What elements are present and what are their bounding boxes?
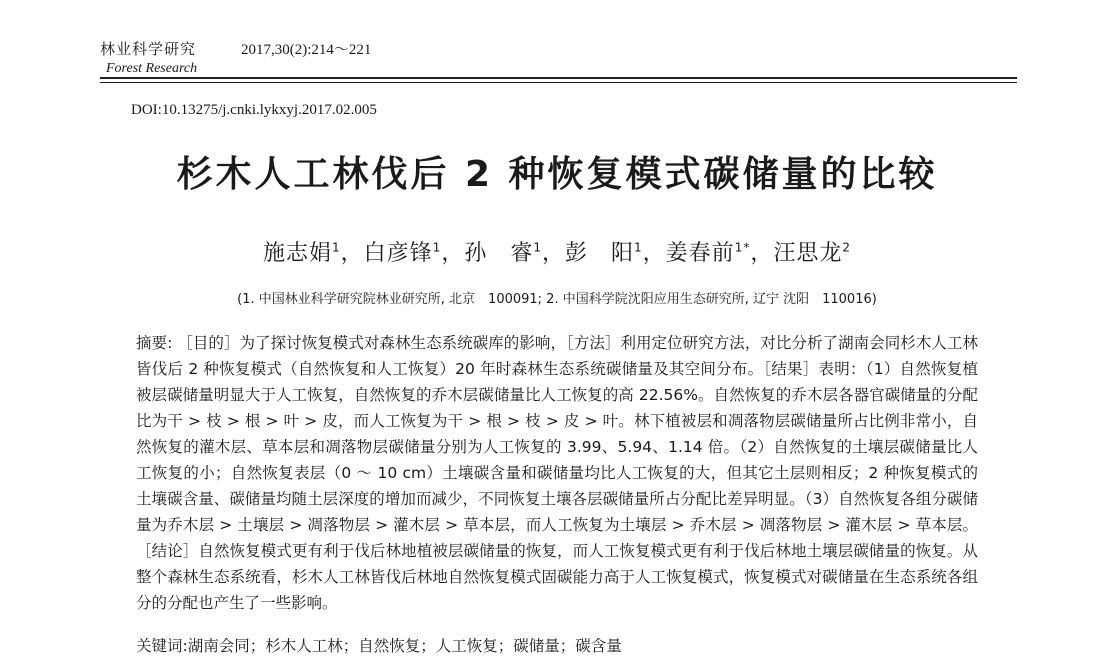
abstract-text: ［目的］为了探讨恢复模式对森林生态系统碳库的影响，［方法］利用定位研究方法，对比分析了湖南会同杉木人工林皆伐后 2 种恢复模式（自然恢复和人工恢复）20 年时森林生态系统碳储量及其空间分布。［结果］表明：（1）自然恢复植被层碳储量明显大于人工恢复，自然恢复的乔木层碳储量比人工恢复的高 22.56%。自然恢复的乔木层各器官碳储量的分配比为干 > 枝 > 根 > 叶 > 皮，而人工恢复为干 > 根 > 枝 > 皮 > 叶。林下植被层和凋落物层碳储量所占比例非常小，自然恢复的灌木层、草本层和凋落物层碳储量分别为人工恢复的 3.99、5.94、1.14 倍。（2）自然恢复的土壤层碳储量比人工恢复的小；自然恢复表层（0 ～ 10 cm）土壤碳含量和碳储量均比人工恢复的大，但其它土层则相反；2 种恢复模式的土壤碳含量、碳储量均随土层深度的增加而减少，不同恢复土壤各层碳储量所占分配比差异明显。（3）自然恢复各组分碳储量为乔木层 > 土壤层 > 凋落物层 > 灌木层 > 草本层，而人工恢复为土壤层 > 乔木层 > 凋落物层 > 灌木层 > 草本层。［结论］自然恢复模式更有利于伐后林地植被层碳储量的恢复，而人工恢复模式更有利于伐后林地土壤层碳储量的恢复。从整个森林生态系统看，杉木人工林皆伐后林地自然恢复模式固碳能力高于人工恢复模式，恢复模式对碳储量在生态系统各组分的分配也产生了一些影响。	[136, 334, 978, 612]
header-rule-thick	[100, 77, 1017, 79]
keywords	[136, 633, 978, 659]
abstract-label: 摘要:	[136, 334, 173, 352]
affiliations: (1. 中国林业科学研究院林业研究所, 北京 100091; 2. 中国科学院沈阳应用生态研究所, 辽宁 沈阳 110016)	[237, 292, 877, 307]
abstract	[136, 330, 978, 616]
author-separator: ，	[541, 241, 565, 266]
author-name: 白彦锋	[363, 241, 433, 266]
author-affiliation-mark: 1	[432, 240, 442, 255]
author-affiliation-mark: 2	[842, 240, 851, 255]
journal-name-cn: 林业科学研究	[100, 40, 197, 58]
journal-volume-info: 2017,30(2):214～221	[241, 42, 372, 58]
author-name: 施志娟	[262, 241, 332, 266]
author-name: 彭 阳	[565, 241, 635, 266]
author-list	[0, 236, 1114, 267]
author-separator: ，	[441, 241, 465, 266]
paper-title: 杉木人工林伐后 2 种恢复模式碳储量的比较	[176, 154, 938, 195]
author-separator: ，	[642, 241, 666, 266]
author-name: 孙 睿	[464, 241, 534, 266]
author-affiliation-mark: 1	[332, 240, 341, 255]
journal-name-en: Forest Research	[106, 61, 198, 76]
author-name: 姜春前	[665, 241, 735, 266]
header-rule-thin	[100, 82, 1017, 83]
author-name: 汪思龙	[773, 241, 843, 266]
author-affiliation-mark: 1	[634, 240, 643, 255]
doi: DOI:10.13275/j.cnki.lykxyj.2017.02.005	[131, 102, 377, 118]
keywords-label: 关键词:	[136, 637, 188, 655]
author-affiliation-mark: 1*	[734, 240, 751, 255]
author-affiliation-mark: 1	[533, 240, 542, 255]
author-separator: ，	[340, 241, 364, 266]
author-separator: ，	[750, 241, 774, 266]
keywords-text: 湖南会同；杉木人工林；自然恢复；人工恢复；碳储量；碳含量	[187, 637, 622, 655]
